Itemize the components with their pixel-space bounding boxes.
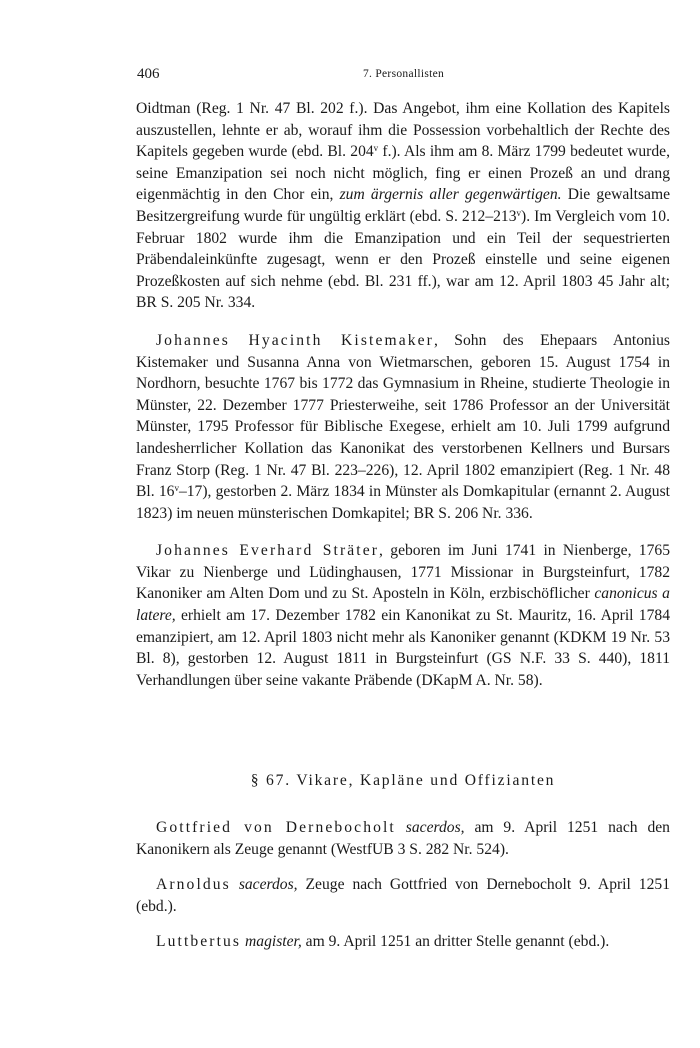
text-run: , geboren im Juni 1741 in Nienberge, 1765 Vikar zu Nienberge und Lüdinghausen, 1771 Missionar in Burgsteinfurt, 1782 Kanoniker am Alten Dom und zu St. Aposteln in Köln, erzbischöflicher — [136, 542, 670, 603]
entry-arnoldus — [136, 874, 670, 917]
superscript: v — [516, 207, 522, 218]
person-name: Johannes Hyacinth Kistemaker — [156, 331, 434, 349]
text-run — [231, 876, 239, 893]
person-name: Johannes Everhard Sträter — [156, 542, 380, 560]
entry-dernebocholt — [136, 817, 670, 860]
text-run: Zeuge nach Gottfried von Dernebocholt 9. April 1251 (ebd.). — [136, 876, 670, 915]
text-run: , Sohn des Ehepaars Antonius Kistemaker und Susanna Anna von Wietmarschen, geboren 15. August 1754 in Nordhorn, besuchte 1767 bis 1772 das Gymnasium in Rheine, studierte Theologie in Münster, 22. Dezember 1777 Priesterweihe, seit 1786 Professor an der Universität Münster, 1795 Professor für Biblische Exegese, erhielt am 10. Juli 1799 aufgrund landesherrlicher Kollation das Kanonikat des verstorbenen Kellners und Bursars Franz Storp (Reg. 1 Nr. 47 Bl. 223–226), 12. April 1802 emanzipiert (Reg. 1 Nr. 48 Bl. 16 — [136, 331, 670, 501]
superscript: v — [373, 143, 379, 154]
text-run: ). Im Vergleich vom 10. Februar 1802 wurde ihm die Emanzipation und ein Teil der sequestrierten Präbendaleinkünfte zugesagt, wenn er den Prozeß einstelle und seine eigenen Prozeßkosten auf sich nehme (ebd. Bl. 231 ff.), war am 12. April 1803 45 Jahr alt; BR S. 205 Nr. 334. — [136, 207, 670, 312]
entry-straeter — [136, 540, 670, 691]
page-header — [137, 66, 670, 86]
italic-term: sacerdos, — [405, 819, 465, 836]
entry-luttbertus — [136, 931, 670, 953]
running-head: 7. Personallisten — [362, 68, 445, 80]
italic-quote: zum ärgernis aller gegenwärtigen. — [339, 186, 562, 204]
section-heading: § 67. Vikare, Kapläne und Offizianten — [250, 772, 556, 789]
italic-term: sacerdos, — [238, 876, 298, 894]
superscript: v — [174, 483, 179, 494]
person-name: Arnoldus — [156, 876, 231, 894]
text-run: erhielt am 17. Dezember 1782 ein Kanonikat zu St. Mauritz, 16. April 1784 emanzipiert, am 12. April 1803 nicht mehr als Kanoniker genannt (KDKM 19 Nr. 53 Bl. 8), gestorben 12. August 1811 in Burgsteinfurt (GS N.F. 33 S. 440), 1811 Verhandlungen über seine vakante Präbende (DKapM A. Nr. 58). — [136, 607, 670, 689]
entry-kistemaker — [136, 330, 670, 524]
text-run — [396, 819, 406, 836]
text-run: am 9. April 1251 nach den Kanonikern als Zeuge genannt (WestfUB 3 S. 282 Nr. 524). — [136, 819, 670, 858]
text-run: am 9. April 1251 an dritter Stelle genannt (ebd.). — [301, 933, 610, 951]
text-run: Oidtman (Reg. 1 Nr. 47 Bl. 202 f.). Das Angebot, ihm eine Kollation des Kapitels auszustellen, lehnte er ab, worauf ihm die Possession vorbehaltlich der Rechte des Kapitels gegeben wurde (ebd. Bl. 204 — [136, 100, 670, 161]
text-run: Die gewaltsame Besitzergreifung wurde für ungültig erklärt (ebd. S. 212–213 — [136, 186, 670, 225]
page-number: 406 — [137, 66, 160, 82]
text-run: f.). Als ihm am 8. März 1799 bedeutet wurde, seine Emanzipation sei noch nicht möglich, fing er einen Prozeß an und drang eigenmächtig in den Chor ein, — [136, 143, 670, 204]
person-name: Gottfried von Dernebocholt — [156, 819, 396, 836]
main-text — [136, 98, 670, 691]
italic-term: magister, — [245, 933, 302, 951]
paragraph-oidtman-continuation — [136, 98, 670, 314]
section-entries — [136, 817, 670, 953]
person-name: Luttbertus — [156, 933, 242, 951]
text-run: –17), gestorben 2. März 1834 in Münster als Domkapitular (ernannt 2. August 1823) im neuen münsterischen Domkapitel; BR S. 206 Nr. 336. — [136, 483, 670, 522]
italic-term: canonicus a latere, — [136, 585, 670, 625]
